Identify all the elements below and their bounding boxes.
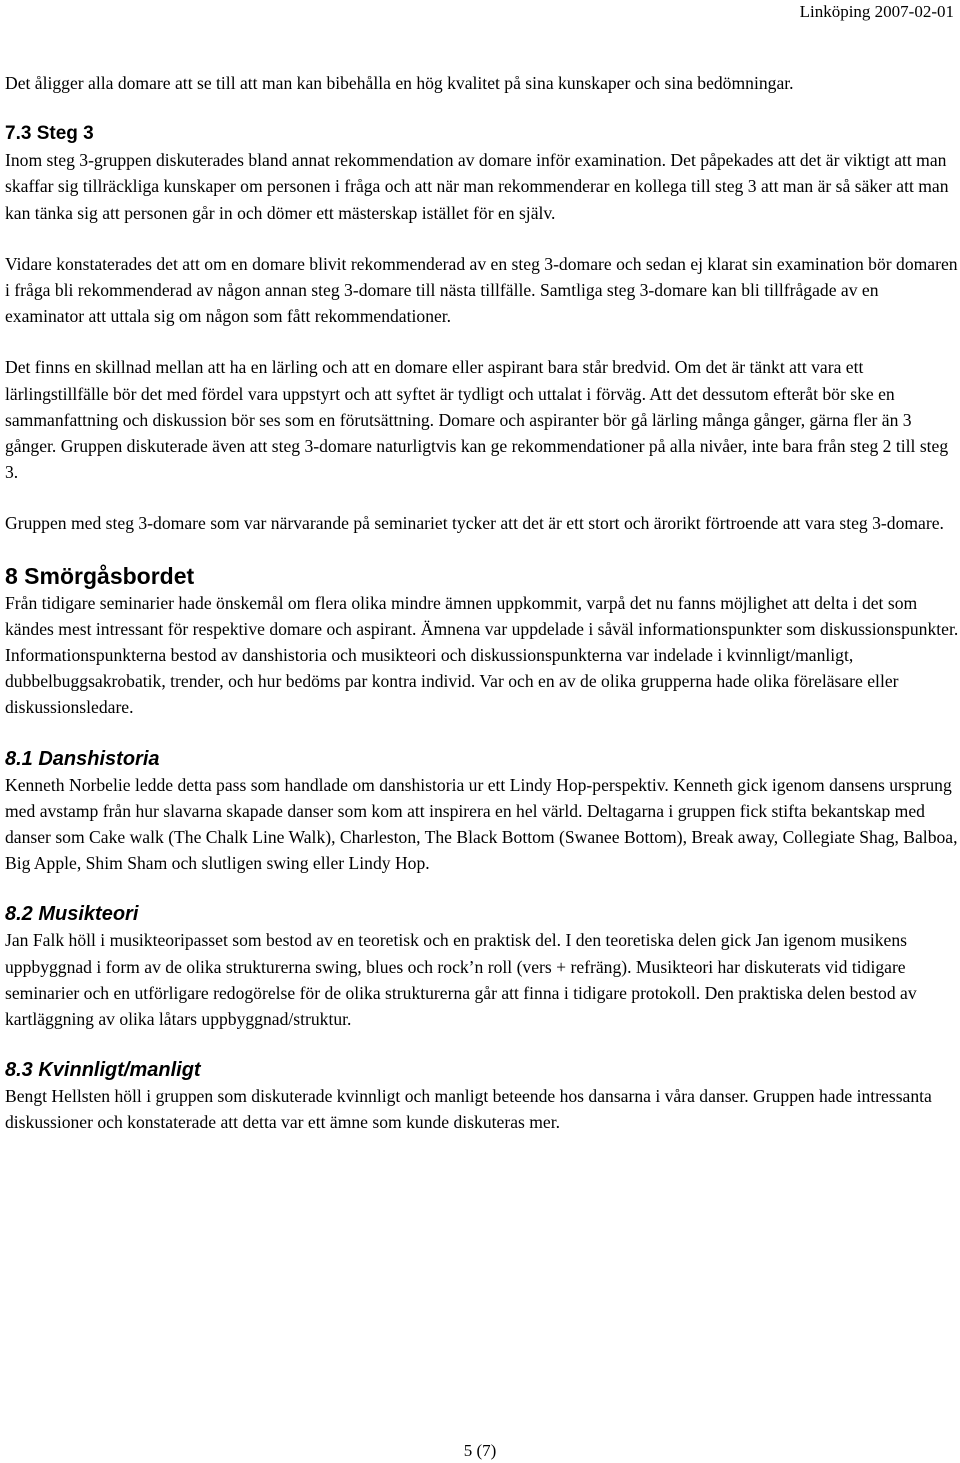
- section-8-3-paragraph: Bengt Hellsten höll i gruppen som diskuterade kvinnligt och manligt beteende hos dansarna i våra danser. Gruppen hade intressanta diskussioner och konstaterade att detta var ett ämne som kunde diskuteras mer.: [5, 1086, 932, 1133]
- section-8-heading: 8 Smörgåsbordet: [5, 562, 195, 589]
- document-body: [5, 70, 960, 1136]
- section-8-1-paragraph: Kenneth Norbelie ledde detta pass som handlade om danshistoria ur ett Lindy Hop-perspektiv. Kenneth gick igenom dansens ursprung med avstamp från hur slavarna skapade danser som kom att inspirera en hel värld. Deltagarna i gruppen fick stifta bekantskap med danser som Cake walk (The Chalk Line Walk), Charleston, The Black Bottom (Swanee Bottom), Break away, Collegiate Shag, Balboa, Big Apple, Shim Sham och slutligen swing eller Lindy Hop.: [5, 774, 958, 874]
- intro-paragraph: Det åligger alla domare att se till att man kan bibehålla en hög kvalitet på sina kunskaper och sina bedömningar.: [5, 73, 794, 93]
- section-8-2-paragraph: Jan Falk höll i musikteoripasset som bestod av en teoretisk och en praktisk del. I den teoretiska delen gick Jan igenom musikens uppbyggnad i form av de olika strukturerna swing, blues och rock’n roll (vers + refräng). Musikteori har diskuterats vid tidigare seminarier och en utförligare redogörelse för de olika strukturerna går att finna i tidigare protokoll. Den praktiska delen bestod av kartläggning av olika låtars uppbyggnad/struktur.: [5, 930, 917, 1030]
- section-7-3-paragraph-2: Vidare konstaterades det att om en domare blivit rekommenderad av en steg 3-domare och sedan ej klarat sin examination bör domaren i fråga bli rekommenderad av någon annan steg 3-domare till nästa tillfälle. Samtliga steg 3-domare kan bli tillfrågade av en examinator att uttala sig om någon som fått rekommendationer.: [5, 253, 958, 327]
- page-number: 5 (7): [463, 1441, 497, 1460]
- section-7-3-paragraph-4: Gruppen med steg 3-domare som var närvarande på seminariet tycker att det är ett stort och ärorikt förtroende att vara steg 3-domare.: [5, 513, 944, 534]
- section-7-3-paragraph-3: Det finns en skillnad mellan att ha en lärling och att en domare eller aspirant bara står bredvid. Om det är tänkt att vara ett lärlingstillfälle bör det med fördel vara uppstyrt och att syftet är tydligt och uttalat i förväg. Att det dessutom efteråt bör ske en sammanfattning och diskussion bör ses som en förutsättning. Domare och aspiranter bör gå lärling många gånger, gärna fler än 3 gånger. Gruppen diskuterade även att steg 3-domare naturligtvis kan ge rekommendationer på alla nivåer, inte bara från steg 2 till steg 3.: [5, 357, 949, 483]
- section-8-paragraph: Från tidigare seminarier hade önskemål om flera olika mindre ämnen uppkommit, varpå det nu fanns möjlighet att delta i det som kändes mest intressant för respektive domare och aspirant. Ämnena var uppdelade i såväl informationspunkter som diskussionspunkter. Informationspunkterna bestod av danshistoria och musikteori och diskussionspunkterna var indelade i kvinnligt/manligt, dubbelbuggsakrobatik, trender, och hur bedöms par kontra individ. Var och en av de olika grupperna hade olika föreläsare eller diskussionsledare.: [5, 592, 959, 718]
- header-date: Linköping 2007-02-01: [799, 2, 954, 21]
- section-8-3-heading: 8.3 Kvinnligt/manligt: [5, 1059, 201, 1082]
- section-8-1-heading: 8.1 Danshistoria: [5, 747, 160, 770]
- section-8-2-heading: 8.2 Musikteori: [5, 903, 139, 926]
- section-7-3-paragraph-1: Inom steg 3-gruppen diskuterades bland annat rekommendation av domare inför examination. Det påpekades att det är viktigt att man skaffar sig tillräckliga kunskaper om personen i fråga och att när man rekommenderar en kollega till steg 3 att man är så säker att man kan tänka sig att personen går in och dömer ett mästerskap istället för en själv.: [5, 150, 949, 223]
- section-7-3-heading: 7.3 Steg 3: [5, 123, 94, 145]
